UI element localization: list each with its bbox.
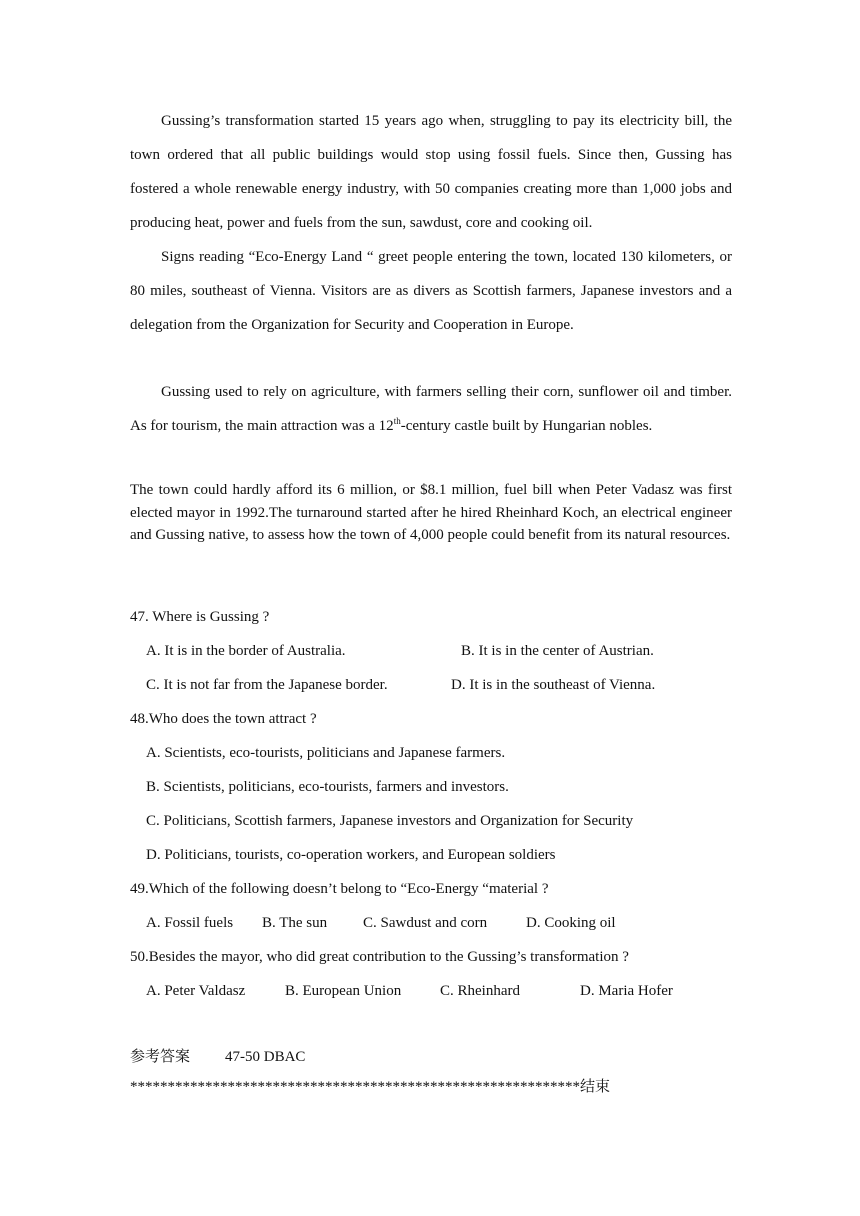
questions-section [130, 600, 732, 1008]
question-49-options-row [130, 906, 732, 940]
question-47-option-c: C. It is not far from the Japanese border. [146, 677, 388, 693]
question-49-option-b: B. The sun [262, 915, 328, 931]
question-47-options-row-2 [130, 668, 732, 702]
ordinal-suffix: th [393, 416, 401, 426]
answer-key-value: 47-50 DBAC [225, 1049, 306, 1065]
paragraph-3-text-end: -century castle built by Hungarian nobles. [400, 418, 653, 434]
question-47-options-row-1 [130, 634, 732, 668]
question-49-option-c: C. Sawdust and corn [363, 915, 488, 931]
question-48-option-b: B. Scientists, politicians, eco-tourists, farmers and investors. [146, 779, 509, 795]
question-48-option-a: A. Scientists, eco-tourists, politicians and Japanese farmers. [146, 745, 506, 761]
question-50-options-row [130, 974, 732, 1008]
question-50-option-b: B. European Union [285, 983, 402, 999]
passage-paragraph-1: Gussing’s transformation started 15 years ago when, struggling to pay its electricity bill, the town ordered that all public buildings would stop using fossil fuels. Since then, Gussing has fostered a whole renewable energy industry, with 50 companies creating more than 1,000 jobs and producing heat, power and fuels from the sun, sawdust, core and cooking oil. [130, 113, 732, 231]
passage-paragraph-3 [130, 375, 732, 443]
question-49-option-a: A. Fossil fuels [146, 915, 234, 931]
question-50-option-a: A. Peter Valdasz [146, 983, 246, 999]
answer-key [130, 1045, 305, 1066]
question-50-option-c: C. Rheinhard [440, 983, 520, 999]
question-50-stem: 50.Besides the mayor, who did great contribution to the Gussing’s transformation ? [130, 949, 629, 965]
question-47-option-a: A. It is in the border of Australia. [146, 643, 346, 659]
question-47-option-d: D. It is in the southeast of Vienna. [451, 677, 656, 693]
question-47-option-b: B. It is in the center of Austrian. [461, 643, 654, 659]
paragraph-3-text-start: Gussing used to rely on agriculture, with farmers selling their corn, sunflower oil and timber. As for tourism, the main attraction was a 12 [130, 384, 732, 434]
question-50-option-d: D. Maria Hofer [580, 983, 673, 999]
question-48-option-c: C. Politicians, Scottish farmers, Japanese investors and Organization for Security [146, 813, 634, 829]
answer-key-label: 参考答案 [130, 1049, 191, 1065]
question-48-stem: 48.Who does the town attract ? [130, 711, 317, 727]
passage-paragraph-4: The town could hardly afford its 6 million, or $8.1 million, fuel bill when Peter Vadasz was first elected mayor in 1992.The turnaround started after he hired Rheinhard Koch, an electrical engineer and Gussing native, to assess how the town of 4,000 people could benefit from its natural resources. [130, 482, 732, 543]
question-47-stem: 47. Where is Gussing ? [130, 609, 270, 625]
question-49-stem: 49.Which of the following doesn’t belong to “Eco-Energy “material ? [130, 881, 549, 897]
passage-paragraph-2: Signs reading “Eco-Energy Land “ greet people entering the town, located 130 kilometers, or 80 miles, southeast of Vienna. Visitors are as divers as Scottish farmers, Japanese investors and a delegation from the Organization for Security and Cooperation in Europe. [130, 249, 732, 333]
end-divider: ************************************************************结束 [130, 1079, 611, 1095]
question-48-option-d: D. Politicians, tourists, co-operation workers, and European soldiers [146, 847, 556, 863]
question-49-option-d: D. Cooking oil [526, 915, 616, 931]
